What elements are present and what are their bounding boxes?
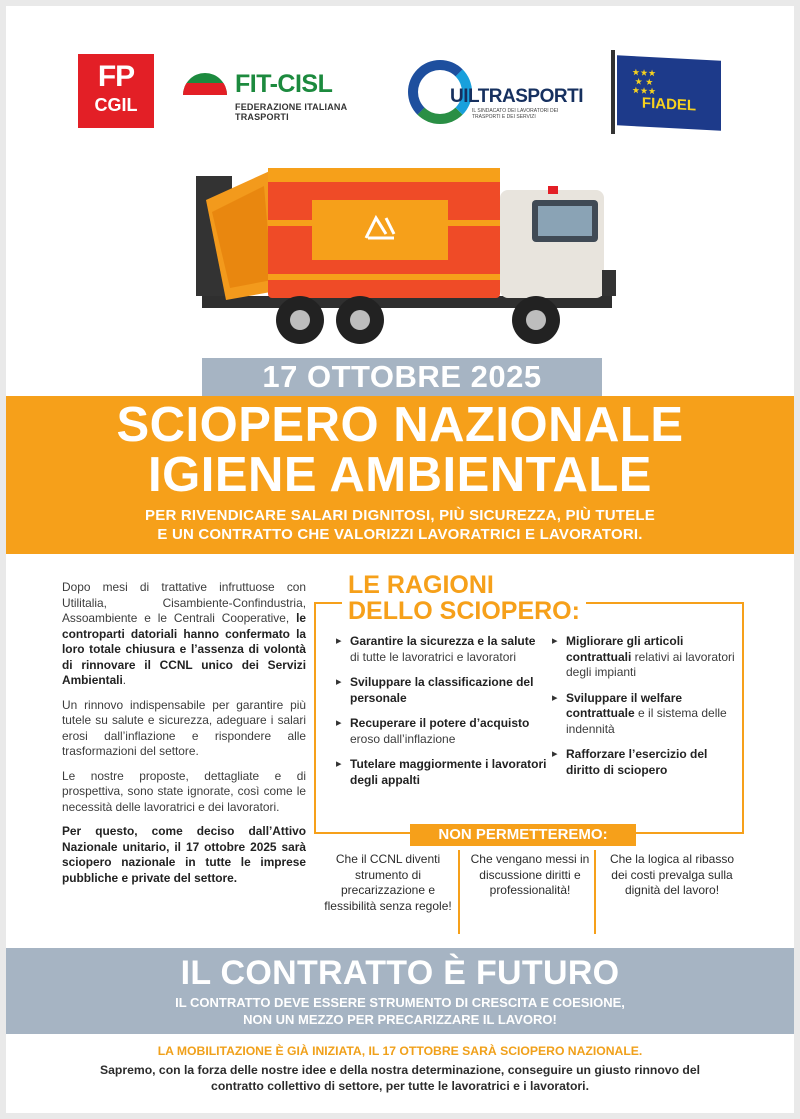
footer-text: Sapremo, con la forza delle nostre idee e della nostra determinazione, conseguire un giusto rinnovo del contratto collettivo di settore, per tutte le lavoratrici e i lavoratori. bbox=[99, 1063, 701, 1093]
reason-bold: Sviluppare la classificazione del personale bbox=[350, 675, 534, 705]
reason-rest: di tutte le lavoratrici e lavoratori bbox=[350, 649, 517, 664]
fiadel-logo bbox=[609, 50, 725, 134]
fp-logo-line1: FP bbox=[97, 60, 135, 93]
headline-line2: IGIENE AMBIENTALE bbox=[148, 448, 652, 502]
reason-bold: Recuperare il potere d’acquisto bbox=[350, 716, 530, 730]
intro-paragraph-2: Un rinnovo indispensabile per garantire più tutele su salute e sicurezza, adeguare i salari erosi dall’inflazione e rispondere alle trasformazioni del settore. bbox=[62, 697, 306, 758]
logos-row bbox=[6, 46, 794, 146]
non-permetteremo-item-3: Che la logica al ribasso dei costi prevalga sulla dignità del lavoro! bbox=[609, 852, 735, 897]
contratto-sub-line1: IL CONTRATTO DEVE ESSERE STRUMENTO DI CRESCITA E COESIONE, bbox=[175, 995, 625, 1010]
contratto-sub-line2: NON UN MEZZO PER PRECARIZZARE IL LAVORO! bbox=[243, 1012, 557, 1027]
uiltrasporti-subtitle: IL SINDACATO DEI LAVORATORI DEI TRASPORTI E DEI SERVIZI bbox=[472, 108, 559, 120]
garbage-truck-illustration bbox=[192, 160, 628, 358]
intro-p1-bold: le controparti datoriali hanno confermato la loro totale chiusura e l’assenza di volontà di rinnovare il CCNL unico dei Servizi Ambientali bbox=[62, 611, 306, 687]
contratto-band bbox=[6, 948, 794, 1034]
reason-bold: Rafforzare l’esercizio del diritto di sciopero bbox=[566, 747, 708, 777]
reason-rest: relativi ai lavoratori degli impianti bbox=[566, 649, 735, 679]
intro-p1-end: . bbox=[122, 673, 127, 687]
reason-bold: Garantire la sicurezza e la salute bbox=[350, 634, 536, 648]
fit-cisl-logo bbox=[183, 70, 383, 120]
intro-paragraph-1 bbox=[62, 580, 306, 689]
fp-cgil-logo bbox=[78, 54, 154, 128]
fit-cisl-emblem-icon bbox=[183, 73, 227, 95]
intro-paragraph-4 bbox=[62, 824, 306, 886]
intro-p4-bold: Per questo, come deciso dall’Attivo Nazionale unitario, il 17 ottobre 2025 sarà sciopero nazionale in tutte le imprese pubbliche e private del settore. bbox=[62, 824, 306, 885]
poster bbox=[6, 6, 794, 1113]
ragioni-column-2 bbox=[552, 634, 738, 788]
contratto-title: IL CONTRATTO È FUTURO bbox=[180, 954, 620, 992]
list-item bbox=[336, 716, 548, 747]
eu-stars-icon: ★★★ ★ ★ ★★★ bbox=[631, 67, 657, 97]
divider bbox=[594, 850, 596, 934]
reason-bold: Sviluppare il welfare contrattuale bbox=[566, 690, 683, 720]
eu-flag-icon bbox=[617, 55, 721, 130]
uiltrasporti-logo bbox=[408, 60, 588, 124]
list-item bbox=[552, 747, 738, 778]
list-item bbox=[336, 675, 548, 706]
intro-text bbox=[62, 580, 306, 895]
ragioni-column-1 bbox=[336, 634, 548, 798]
subtitle-line2: E UN CONTRATTO CHE VALORIZZI LAVORATRICI E LAVORATORI. bbox=[157, 526, 643, 543]
reason-bold: Tutelare maggiormente i lavoratori degli appalti bbox=[350, 757, 547, 787]
fit-cisl-subtitle: FEDERAZIONE ITALIANA TRASPORTI bbox=[235, 102, 347, 122]
uiltrasporti-name: UILTRASPORTI bbox=[450, 86, 583, 107]
fp-logo-line2: CGIL bbox=[94, 95, 138, 115]
non-permetteremo-item-2: Che vengano messi in discussione diritti e professionalità! bbox=[470, 852, 590, 897]
fit-cisl-name: FIT-CISL bbox=[235, 70, 333, 98]
contratto-subtitle bbox=[6, 994, 794, 1028]
list-item bbox=[336, 757, 548, 788]
reason-rest: eroso dall’inflazione bbox=[350, 731, 456, 746]
reason-bold: Migliorare gli articoli contrattuali bbox=[566, 634, 684, 664]
fiadel-name: FIADEL bbox=[641, 94, 697, 115]
intro-p1-start: Dopo mesi di trattative infruttuose con Utilitalia, Cisambiente-Confindustria, Assoambiente e le Centrali Cooperative, bbox=[62, 580, 306, 625]
headline-band bbox=[6, 396, 794, 554]
non-permetteremo-item-1: Che il CCNL diventi strumento di precarizzazione e flessibilità senza regole! bbox=[324, 852, 452, 913]
ragioni-title-line2: DELLO SCIOPERO: bbox=[348, 597, 580, 625]
flag-pole bbox=[611, 50, 615, 134]
list-item bbox=[552, 634, 738, 681]
subtitle-line1: PER RIVENDICARE SALARI DIGNITOSI, PIÙ SICUREZZA, PIÙ TUTELE bbox=[145, 507, 655, 524]
headline-subtitle bbox=[6, 506, 794, 544]
non-permetteremo-label: NON PERMETTEREMO: bbox=[410, 824, 636, 846]
footer-headline: LA MOBILITAZIONE È GIÀ INIZIATA, IL 17 OTTOBRE SARÀ SCIOPERO NAZIONALE. bbox=[157, 1044, 643, 1058]
headline-line1: SCIOPERO NAZIONALE bbox=[116, 398, 684, 452]
reason-rest: e il sistema delle indennità bbox=[566, 706, 727, 736]
ragioni-title bbox=[342, 572, 586, 624]
divider bbox=[458, 850, 460, 934]
intro-paragraph-3: Le nostre proposte, dettagliate e di prospettiva, sono state ignorate, così come le necessità delle lavoratrici e dei lavoratori. bbox=[62, 768, 306, 814]
list-item bbox=[336, 634, 548, 665]
list-item bbox=[552, 691, 738, 738]
strike-date: 17 OTTOBRE 2025 bbox=[202, 358, 602, 396]
ragioni-title-line1: LE RAGIONI bbox=[348, 571, 494, 599]
